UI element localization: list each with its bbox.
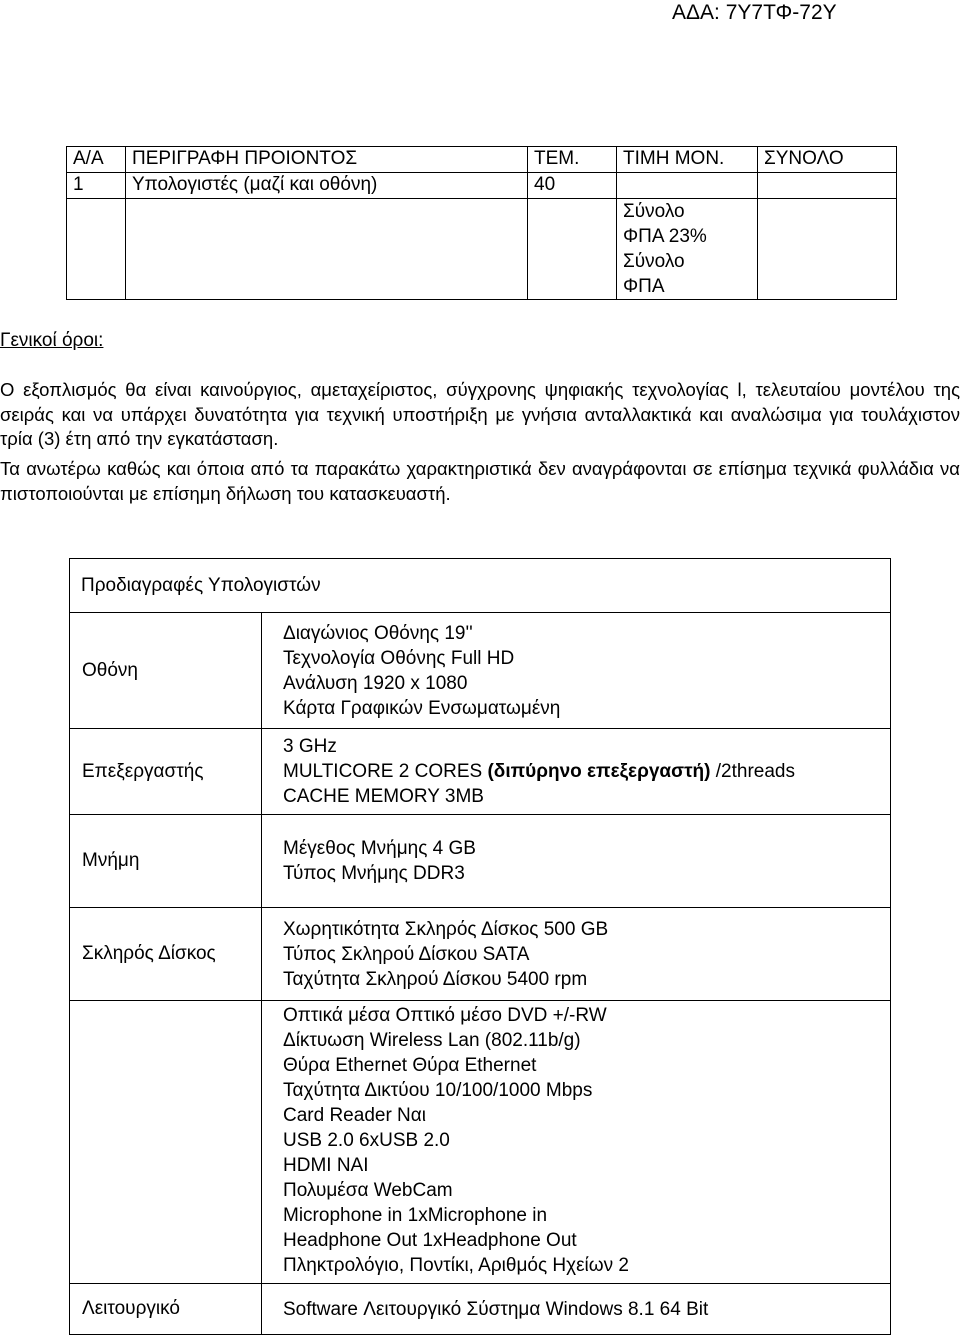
spec-value-screen xyxy=(262,613,891,729)
spec-line: Διαγώνιος Οθόνης 19'' xyxy=(283,622,473,644)
cell-aa: 1 xyxy=(67,173,126,199)
spec-line: Microphone in 1xMicrophone in xyxy=(283,1205,548,1226)
spec-value-memory xyxy=(262,815,891,908)
spec-line: Χωρητικότητα Σκληρός Δίσκος 500 GB xyxy=(283,918,609,940)
summary-empty-1 xyxy=(67,199,126,300)
spec-label-other xyxy=(70,1001,262,1284)
table-header-row xyxy=(67,147,897,173)
header-description: ΠΕΡΙΓΡΑΦΗ ΠΡΟΙΟΝΤΟΣ xyxy=(126,147,528,173)
cell-total xyxy=(758,173,897,199)
spec-value-os xyxy=(262,1284,891,1335)
summary-empty-3 xyxy=(528,199,617,300)
header-total: ΣΥΝΟΛΟ xyxy=(758,147,897,173)
header-qty: ΤΕΜ. xyxy=(528,147,617,173)
spec-label-screen: Οθόνη xyxy=(70,613,262,729)
specs-table xyxy=(69,558,891,1335)
spec-line: Μέγεθος Μνήμης 4 GB xyxy=(283,838,476,859)
terms-paragraph-1: Ο εξοπλισμός θα είναι καινούργιος, αμεταχείριστος, σύγχρονης ψηφιακής τεχνολογίας l, τελευταίου μοντέλου της σειράς και να υπάρχει δυνατότητα για τεχνική υποστήριξη με γνήσια ανταλλακτικά και αναλώσιμα για τουλάχιστον τρία (3) έτη από την εγκατάσταση. xyxy=(0,379,960,449)
spec-value-disk xyxy=(262,908,891,1001)
spec-line: Card Reader Ναι xyxy=(283,1105,426,1126)
spec-row-screen xyxy=(70,613,891,729)
spec-row-memory xyxy=(70,815,891,908)
specs-title: Προδιαγραφές Υπολογιστών xyxy=(70,559,891,613)
spec-line: Τεχνολογία Οθόνης Full HD xyxy=(283,647,515,669)
spec-line: Ταχύτητα Σκληρού Δίσκου 5400 rpm xyxy=(283,968,588,990)
spec-line: Software Λειτουργικό Σύστημα Windows 8.1 64 Bit xyxy=(283,1298,709,1320)
spec-text-bold: (διπύρηνο επεξεργαστή) xyxy=(487,761,711,782)
spec-line: Τύπος Μνήμης DDR3 xyxy=(283,863,465,884)
header-aa: Α/Α xyxy=(67,147,126,173)
spec-row-other xyxy=(70,1001,891,1284)
spec-line: 3 GHz xyxy=(283,736,337,757)
cell-unit-price xyxy=(617,173,758,199)
spec-label-disk: Σκληρός Δίσκος xyxy=(70,908,262,1001)
summary-label-total: Σύνολο xyxy=(623,201,685,222)
spec-line: Πληκτρολόγιο, Ποντίκι, Αριθμός Ηχείων 2 xyxy=(283,1255,629,1276)
cell-description: Υπολογιστές (μαζί και οθόνη) xyxy=(126,173,528,199)
summary-label-vat: ΦΠΑ xyxy=(623,276,665,297)
summary-row xyxy=(67,199,897,300)
spec-line: USB 2.0 6xUSB 2.0 xyxy=(283,1130,450,1151)
ada-code: ΑΔΑ: 7Υ7ΤΦ-72Υ xyxy=(672,1,837,24)
spec-label-cpu: Επεξεργαστής xyxy=(70,729,262,815)
spec-line: Τύπος Σκληρού Δίσκου SATA xyxy=(283,943,530,965)
table-row xyxy=(67,173,897,199)
spec-label-memory: Μνήμη xyxy=(70,815,262,908)
spec-row-os xyxy=(70,1284,891,1335)
spec-row-disk xyxy=(70,908,891,1001)
spec-line: Θύρα Ethernet Θύρα Ethernet xyxy=(283,1055,537,1076)
summary-label-vat-rate: ΦΠΑ 23% xyxy=(623,226,707,247)
spec-text: MULTICORE 2 CORES xyxy=(283,761,488,782)
spec-line: Οπτικά μέσα Οπτικό μέσο DVD +/-RW xyxy=(283,1005,607,1026)
spec-row-cpu xyxy=(70,729,891,815)
terms-paragraph-2: Τα ανωτέρω καθώς και όποια από τα παρακάτω χαρακτηριστικά δεν αναγράφονται σε επίσημα τεχνικά φυλλάδια να πιστοποιούνται με επίσημη δήλωση του κατασκευαστή. xyxy=(0,458,960,504)
summary-labels xyxy=(617,199,758,300)
cell-qty: 40 xyxy=(528,173,617,199)
spec-line: Πολυμέσα WebCam xyxy=(283,1180,453,1201)
spec-line: HDMI NAI xyxy=(283,1155,369,1176)
spec-line-cores xyxy=(283,759,880,784)
summary-values xyxy=(758,199,897,300)
spec-line: Ανάλυση 1920 x 1080 xyxy=(283,672,468,694)
spec-line: Κάρτα Γραφικών Ενσωματωμένη xyxy=(283,697,561,719)
summary-label-grand-total: Σύνολο xyxy=(623,251,685,272)
spec-value-other xyxy=(262,1001,891,1284)
spec-value-cpu xyxy=(262,729,891,815)
spec-label-os: Λειτουργικό xyxy=(70,1284,262,1335)
spec-line: Δίκτυωση Wireless Lan (802.11b/g) xyxy=(283,1030,581,1051)
spec-line: CACHE MEMORY 3MB xyxy=(283,786,484,807)
spec-text: /2threads xyxy=(710,761,795,782)
price-table xyxy=(66,146,897,300)
spec-line: Ταχύτητα Δικτύου 10/100/1000 Mbps xyxy=(283,1080,593,1101)
summary-empty-2 xyxy=(126,199,528,300)
terms-heading: Γενικοί όροι: xyxy=(0,330,104,351)
header-unit-price: ΤΙΜΗ ΜΟΝ. xyxy=(617,147,758,173)
spec-line: Headphone Out 1xHeadphone Out xyxy=(283,1230,577,1251)
